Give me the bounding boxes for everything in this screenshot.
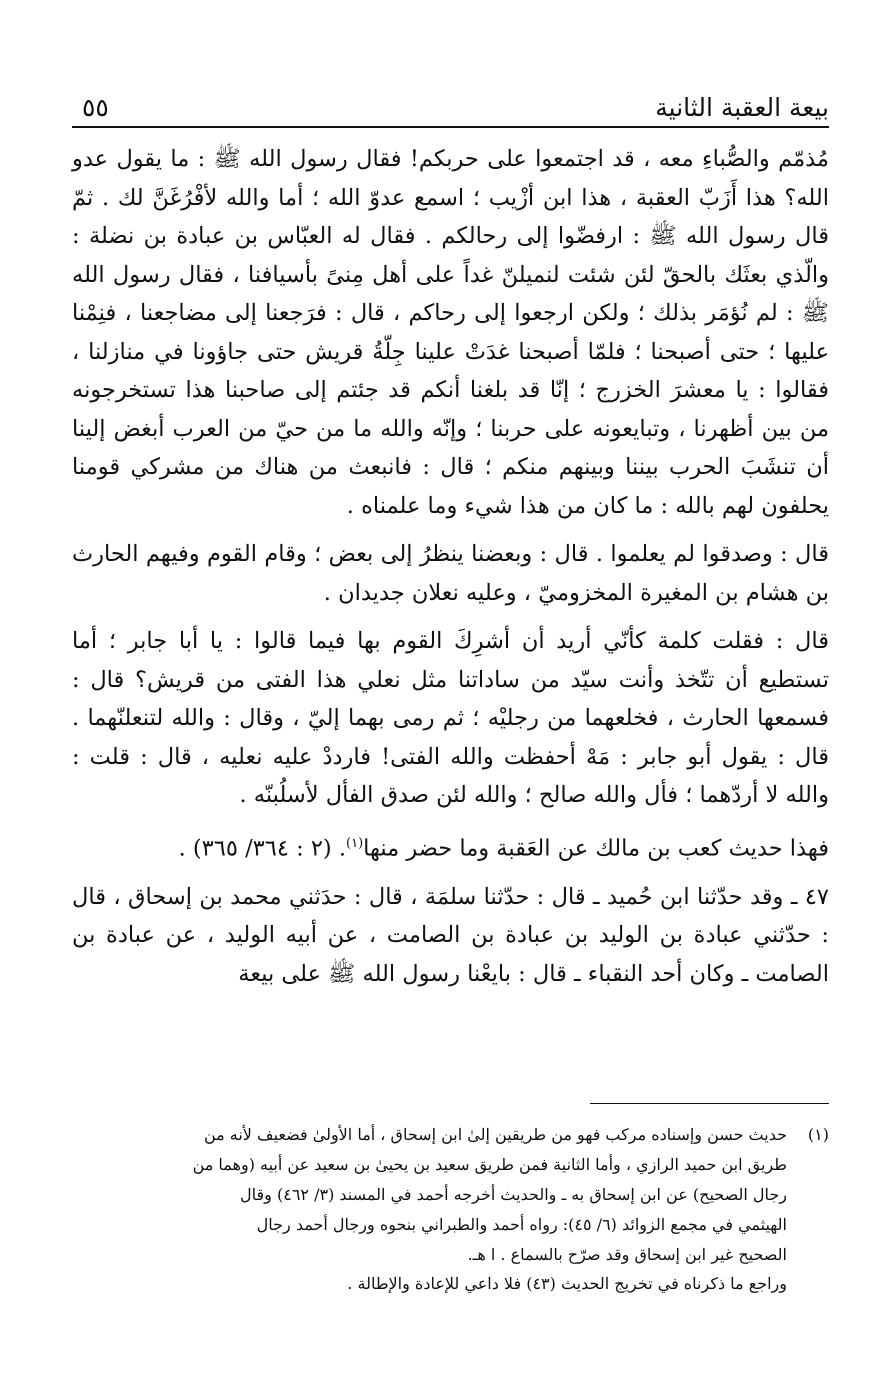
footnote-separator <box>590 1103 829 1104</box>
footnote-line: رجال الصحيح) عن ابن إسحاق به ـ والحديث أخرجه أحمد في المسند (٣/ ٤٦٢) وقال <box>240 1185 787 1204</box>
hadith-47-paragraph: ٤٧ ـ وقد حدّثنا ابن حُميد ـ قال : حدّثنا سلمَة ، قال : حدَثني محمد بن إسحاق ، قال : حدّثني عبادة بن الوليد بن عبادة بن الصامت ، عن أبيه الوليد ، عن عبادة بن الصامت ـ وكان أحد النقباء ـ قال : بايعْنا رسول الله ﷺ على بيعة <box>72 883 829 987</box>
page-header <box>72 80 829 128</box>
page-number: ٥٥ <box>82 93 109 122</box>
footnote-line: طريق ابن حميد الرازي ، وأما الثانية فمن طريق سعيد بن يحيىٰ بن سعيد عن أبيه (وهما من <box>192 1155 787 1174</box>
footnote-see-also: وراجع ما ذكرناه في تخريج الحديث (٤٣) فلا داعي للإعادة والإطالة . <box>347 1274 787 1293</box>
hadith-close-text: فهذا حديث كعب بن مالك عن العَقبة وما حضر منها <box>363 835 829 861</box>
footnotes <box>60 1120 829 1298</box>
paragraph: قال : وصدقوا لم يعلموا . قال : وبعضنا ينظرُ إلى بعض ؛ وقام القوم وفيهم الحارث بن هشام بن المغيرة المخزوميّ ، وعليه نعلان جديدان . <box>72 541 829 606</box>
main-text <box>72 140 829 993</box>
footnote-body <box>60 1120 787 1270</box>
paragraph: قال : فقلت كلمة كأنّي أريد أن أشرِكَ القوم بها فيما قالوا : يا أبا جابر ؛ أما تستطيع أن تتّخذ وأنت سيّد من ساداتنا مثل نعلي هذا الفتى من قريش؟ قال : فسمعها الحارث ، فخلعهما من رجليْه ؛ ثم رمى بهما إليّ ، وقال : والله لتنعلنّهما . قال : يقول أبو جابر : مَهْ أحفظت والله الفتى! فارددْ عليه نعليه ، قال : قلت : والله لا أردّهما ؛ فأل والله صالح ؛ والله لئن صدق الفأل لأسلُبنّه . <box>72 628 829 808</box>
footnote-line: الصحيح غير ابن إسحاق وقد صرّح بالسماع . ا هـ. <box>467 1245 787 1264</box>
footnote-item <box>60 1120 829 1270</box>
running-title: بيعة العقبة الثانية <box>655 93 829 122</box>
footnote-line: حديث حسن وإسناده مركب فهو من طريقين إلىٰ ابن إسحاق ، أما الأولىٰ فضعيف لأنه من <box>203 1125 787 1144</box>
footnote-marker: (١) <box>807 1125 829 1144</box>
footnote-reference[interactable]: (١) <box>346 835 364 851</box>
source-reference: . (٢ : ٣٦٤/ ٣٦٥) . <box>178 835 347 861</box>
hadith-close-paragraph <box>72 825 829 868</box>
footnote-line: الهيثمي في مجمع الزوائد (٦/ ٤٥): رواه أحمد والطبراني بنحوه ورجال أحمد رجال <box>256 1215 787 1234</box>
paragraph: مُذمّم والصُّباءِ معه ، قد اجتمعوا على حربكم! فقال رسول الله ﷺ : ما يقول عدو الله؟ هذا أَزَبّ العقبة ، هذا ابن أزْيب ؛ اسمع عدوّ الله ؛ أما والله لأفْرُغَنَّ لك . ثمّ قال رسول الله ﷺ : ارفضّوا إلى رحالكم . فقال له العبّاس بن عبادة بن نضلة : والّذي بعثَك بالحقّ لئن شئت لنميلنّ غداً على أهل مِنىً بأسيافنا ، فقال رسول الله ﷺ : لم نُؤمَر بذلك ؛ ولكن ارجعوا إلى رحاكم ، قال : فرَجعنا إلى مضاجعنا ، فنِمْنا عليها ؛ حتى أصبحنا ؛ فلمّا أصبحنا غدَتْ علينا جِلّةُ قريش حتى جاؤونا في منازلنا ، فقالوا : يا معشرَ الخزرج ؛ إنّا قد بلغنا أنكم قد جئتم إلى صاحبنا هذا تستخرجونه من بين أظهرنا ، وتبايعونه على حربنا ؛ وإنّه والله ما من حيّ من العرب أبغض إلينا أن تنشَبَ الحرب بيننا وبينهم منكم ؛ قال : فانبعث من هناك من مشركي قومنا يحلفون لهم بالله : ما كان من هذا شيء وما علمناه . <box>72 146 829 519</box>
